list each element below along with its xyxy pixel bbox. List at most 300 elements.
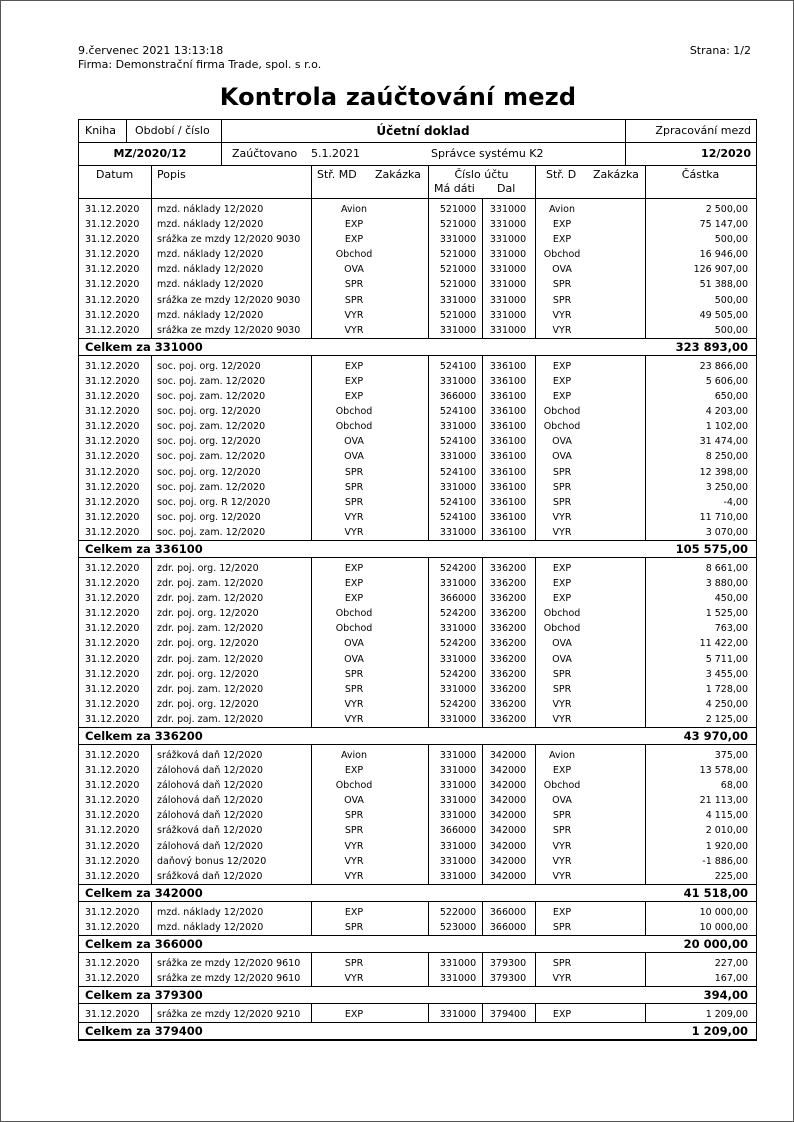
row-popis: zdr. poj. zam. 12/2020	[157, 623, 264, 635]
row-dal: 331000	[489, 249, 527, 261]
account-group	[79, 745, 756, 902]
group-total-label: Celkem za 379300	[85, 988, 203, 1003]
row-popis: srážková daň 12/2020	[157, 870, 263, 882]
row-str-d: VYR	[552, 855, 572, 867]
spravce: Správce systému K2	[431, 147, 544, 160]
row-dal: 336100	[489, 481, 527, 493]
row-ma-dati: 331000	[439, 1009, 477, 1021]
row-str-d: EXP	[552, 562, 572, 574]
row-datum: 31.12.2020	[85, 906, 140, 918]
row-ma-dati: 331000	[439, 958, 477, 970]
row-dal: 336100	[489, 526, 527, 538]
row-castka: 450,00	[714, 593, 748, 605]
row-ma-dati: 331000	[439, 623, 477, 635]
row-castka: 2 500,00	[705, 204, 748, 215]
row-str-d: Obchod	[543, 780, 581, 792]
row-ma-dati: 331000	[439, 234, 477, 246]
table-row	[79, 262, 756, 277]
col-popis: Popis	[157, 168, 186, 181]
row-popis: mzd. náklady 12/2020	[157, 309, 264, 321]
row-castka: 11 422,00	[699, 638, 748, 650]
row-popis: zdr. poj. zam. 12/2020	[157, 593, 264, 605]
row-popis: srážka ze mzdy 12/2020 9210	[157, 1009, 301, 1021]
row-str-d: OVA	[552, 451, 572, 463]
row-str-md: SPR	[344, 668, 364, 680]
zpracovani-label: Zpracování mezd	[655, 124, 751, 137]
row-dal: 379400	[489, 1009, 527, 1021]
row-popis: mzd. náklady 12/2020	[157, 264, 264, 276]
row-castka: 500,00	[714, 234, 748, 246]
group-rows	[79, 1004, 756, 1022]
row-str-md: Avion	[340, 750, 368, 761]
row-ma-dati: 331000	[439, 795, 477, 807]
table-row	[79, 971, 756, 986]
row-str-md: EXP	[344, 391, 364, 403]
table-row	[79, 606, 756, 621]
row-datum: 31.12.2020	[85, 309, 140, 321]
row-popis: daňový bonus 12/2020	[157, 855, 267, 867]
row-castka: 2 125,00	[705, 713, 748, 725]
row-ma-dati: 524200	[439, 698, 477, 710]
row-str-d: SPR	[552, 683, 572, 695]
row-datum: 31.12.2020	[85, 219, 140, 231]
row-castka: 2 010,00	[705, 825, 748, 837]
row-datum: 31.12.2020	[85, 593, 140, 605]
row-popis: zálohová daň 12/2020	[157, 795, 263, 807]
row-datum: 31.12.2020	[85, 795, 140, 807]
row-str-d: OVA	[552, 436, 572, 448]
row-popis: srážka ze mzdy 12/2020 9610	[157, 973, 301, 985]
col-cislo-uctu: Číslo účtu	[454, 168, 509, 181]
group-rows	[79, 745, 756, 884]
row-ma-dati: 524200	[439, 562, 477, 574]
row-str-d: Obchod	[543, 421, 581, 433]
row-dal: 331000	[489, 264, 527, 276]
row-str-md: VYR	[344, 840, 364, 852]
row-popis: soc. poj. org. 12/2020	[157, 406, 261, 418]
table-row	[79, 480, 756, 495]
row-castka: 1 102,00	[705, 421, 748, 433]
page-number: Strana: 1/2	[689, 44, 751, 57]
table-row	[79, 232, 756, 247]
row-str-md: SPR	[344, 921, 364, 933]
row-datum: 31.12.2020	[85, 466, 140, 478]
row-datum: 31.12.2020	[85, 750, 140, 761]
row-str-md: EXP	[344, 578, 364, 590]
row-castka: 1 920,00	[705, 840, 748, 852]
row-datum: 31.12.2020	[85, 855, 140, 867]
row-datum: 31.12.2020	[85, 698, 140, 710]
table-row	[79, 778, 756, 793]
table-row	[79, 308, 756, 323]
row-castka: 49 505,00	[699, 309, 748, 321]
row-ma-dati: 521000	[439, 249, 477, 261]
row-str-md: Obchod	[335, 780, 373, 792]
row-str-d: EXP	[552, 375, 572, 387]
row-str-md: OVA	[344, 436, 364, 448]
row-str-md: VYR	[344, 511, 364, 523]
row-dal: 331000	[489, 309, 527, 321]
row-castka: 225,00	[714, 870, 748, 882]
row-dal: 336100	[489, 360, 527, 372]
firm-name: Firma: Demonstrační firma Trade, spol. s r.o.	[78, 58, 322, 71]
row-str-d: VYR	[552, 713, 572, 725]
row-str-md: SPR	[344, 825, 364, 837]
row-str-d: EXP	[552, 219, 572, 231]
row-ma-dati: 331000	[439, 375, 477, 387]
row-castka: 500,00	[714, 294, 748, 306]
row-str-d: EXP	[552, 906, 572, 918]
row-dal: 342000	[489, 855, 527, 867]
row-ma-dati: 331000	[439, 578, 477, 590]
row-castka: 1 209,00	[705, 1009, 748, 1021]
row-dal: 342000	[489, 795, 527, 807]
row-popis: zdr. poj. org. 12/2020	[157, 562, 259, 574]
group-total-row	[79, 884, 756, 902]
row-datum: 31.12.2020	[85, 870, 140, 882]
row-str-md: SPR	[344, 466, 364, 478]
group-rows	[79, 558, 756, 727]
table-row	[79, 956, 756, 971]
group-rows	[79, 902, 756, 935]
row-str-md: Obchod	[335, 608, 373, 620]
row-datum: 31.12.2020	[85, 973, 140, 985]
table-row	[79, 652, 756, 667]
table-row	[79, 905, 756, 920]
row-ma-dati: 524100	[439, 436, 477, 448]
group-total-row	[79, 338, 756, 356]
row-popis: zdr. poj. zam. 12/2020	[157, 713, 264, 725]
row-str-d: EXP	[552, 578, 572, 590]
row-castka: 3 250,00	[705, 481, 748, 493]
row-popis: mzd. náklady 12/2020	[157, 204, 264, 215]
row-dal: 336100	[489, 451, 527, 463]
row-popis: soc. poj. zam. 12/2020	[157, 451, 266, 463]
table-row	[79, 510, 756, 525]
column-header-row	[79, 166, 756, 199]
row-ma-dati: 524200	[439, 668, 477, 680]
row-dal: 336100	[489, 375, 527, 387]
row-popis: soc. poj. zam. 12/2020	[157, 421, 266, 433]
row-datum: 31.12.2020	[85, 375, 140, 387]
row-castka: 5 606,00	[705, 375, 748, 387]
row-str-md: EXP	[344, 360, 364, 372]
table-row	[79, 667, 756, 682]
row-dal: 331000	[489, 324, 527, 336]
row-datum: 31.12.2020	[85, 481, 140, 493]
row-str-d: EXP	[552, 593, 572, 605]
row-ma-dati: 524100	[439, 406, 477, 418]
row-str-md: EXP	[344, 1009, 364, 1021]
row-dal: 366000	[489, 921, 527, 933]
row-str-d: VYR	[552, 698, 572, 710]
row-str-md: SPR	[344, 481, 364, 493]
row-str-md: EXP	[344, 593, 364, 605]
account-group	[79, 953, 756, 1004]
row-dal: 336200	[489, 698, 527, 710]
row-castka: 4 203,00	[705, 406, 748, 418]
row-dal: 336200	[489, 593, 527, 605]
table-row	[79, 621, 756, 636]
row-str-d: OVA	[552, 264, 572, 276]
row-popis: srážková daň 12/2020	[157, 825, 263, 837]
table-row	[79, 359, 756, 374]
row-dal: 379300	[489, 973, 527, 985]
row-datum: 31.12.2020	[85, 204, 140, 215]
row-ma-dati: 331000	[439, 750, 477, 761]
row-dal: 336100	[489, 391, 527, 403]
row-datum: 31.12.2020	[85, 511, 140, 523]
row-castka: 13 578,00	[699, 765, 748, 777]
row-str-d: VYR	[552, 511, 572, 523]
row-str-d: EXP	[552, 765, 572, 777]
row-castka: 8 661,00	[705, 562, 748, 574]
row-dal: 336200	[489, 623, 527, 635]
row-dal: 336100	[489, 496, 527, 508]
group-total-label: Celkem za 331000	[85, 339, 203, 354]
row-str-md: OVA	[344, 264, 364, 276]
account-group	[79, 902, 756, 953]
row-str-md: OVA	[344, 638, 364, 650]
table-row	[79, 404, 756, 419]
row-ma-dati: 331000	[439, 653, 477, 665]
group-rows	[79, 199, 756, 338]
row-str-md: Avion	[340, 204, 368, 215]
group-total-value: 41 518,00	[683, 885, 748, 900]
row-castka: 5 711,00	[705, 653, 748, 665]
row-castka: 650,00	[714, 391, 748, 403]
row-popis: zdr. poj. org. 12/2020	[157, 698, 259, 710]
row-str-d: Obchod	[543, 608, 581, 620]
row-popis: srážka ze mzdy 12/2020 9030	[157, 234, 301, 246]
col-castka: Částka	[681, 168, 720, 181]
col-dal: Dal	[497, 182, 516, 195]
row-str-d: EXP	[552, 391, 572, 403]
doc-header-row	[79, 120, 756, 143]
row-castka: 16 946,00	[699, 249, 748, 261]
row-castka: 31 474,00	[699, 436, 748, 448]
row-popis: srážková daň 12/2020	[157, 750, 263, 761]
zpracovani-value: 12/2020	[701, 147, 751, 160]
group-total-row	[79, 1022, 756, 1040]
group-total-label: Celkem za 379400	[85, 1024, 203, 1039]
row-dal: 331000	[489, 204, 527, 215]
row-str-md: SPR	[344, 496, 364, 508]
row-ma-dati: 331000	[439, 973, 477, 985]
col-zakazka-d: Zakázka	[593, 168, 639, 181]
group-total-value: 323 893,00	[675, 339, 748, 354]
row-dal: 342000	[489, 870, 527, 882]
table-row	[79, 697, 756, 712]
row-datum: 31.12.2020	[85, 780, 140, 792]
row-datum: 31.12.2020	[85, 668, 140, 680]
row-dal: 342000	[489, 765, 527, 777]
row-str-md: EXP	[344, 562, 364, 574]
table-row	[79, 869, 756, 884]
row-ma-dati: 331000	[439, 526, 477, 538]
row-str-md: VYR	[344, 526, 364, 538]
row-dal: 336200	[489, 668, 527, 680]
row-dal: 336100	[489, 406, 527, 418]
row-datum: 31.12.2020	[85, 713, 140, 725]
row-castka: 126 907,00	[693, 264, 748, 276]
table-row	[79, 920, 756, 935]
doklad-cislo: MZ/2020/12	[113, 147, 187, 160]
col-ma-dati: Má dáti	[434, 182, 475, 195]
row-str-d: Avion	[548, 204, 576, 215]
row-datum: 31.12.2020	[85, 921, 140, 933]
row-str-md: SPR	[344, 958, 364, 970]
row-datum: 31.12.2020	[85, 683, 140, 695]
row-datum: 31.12.2020	[85, 638, 140, 650]
row-str-md: VYR	[344, 855, 364, 867]
row-datum: 31.12.2020	[85, 294, 140, 306]
row-popis: mzd. náklady 12/2020	[157, 921, 264, 933]
row-popis: zdr. poj. org. 12/2020	[157, 668, 259, 680]
row-datum: 31.12.2020	[85, 436, 140, 448]
row-ma-dati: 524100	[439, 466, 477, 478]
row-dal: 342000	[489, 825, 527, 837]
group-total-row	[79, 935, 756, 953]
table-row	[79, 591, 756, 606]
col-zakazka-md: Zakázka	[375, 168, 421, 181]
row-castka: 23 866,00	[699, 360, 748, 372]
row-castka: 227,00	[714, 958, 748, 970]
table-row	[79, 823, 756, 838]
table-row	[79, 763, 756, 778]
table-row	[79, 839, 756, 854]
kniha-label: Kniha	[85, 124, 116, 137]
row-str-d: SPR	[552, 294, 572, 306]
row-datum: 31.12.2020	[85, 765, 140, 777]
row-popis: mzd. náklady 12/2020	[157, 279, 264, 291]
row-popis: zdr. poj. org. 12/2020	[157, 638, 259, 650]
row-str-d: SPR	[552, 958, 572, 970]
table-row	[79, 793, 756, 808]
row-datum: 31.12.2020	[85, 958, 140, 970]
row-str-d: SPR	[552, 921, 572, 933]
table-row	[79, 525, 756, 540]
row-popis: srážka ze mzdy 12/2020 9610	[157, 958, 301, 970]
row-str-md: SPR	[344, 279, 364, 291]
row-castka: 3 070,00	[705, 526, 748, 538]
row-popis: zálohová daň 12/2020	[157, 765, 263, 777]
col-datum: Datum	[96, 168, 134, 181]
zauctovano-date: 5.1.2021	[311, 147, 360, 160]
account-group	[79, 558, 756, 745]
table-row	[79, 465, 756, 480]
row-str-d: SPR	[552, 279, 572, 291]
row-castka: 3 455,00	[705, 668, 748, 680]
row-str-d: OVA	[552, 638, 572, 650]
table-row	[79, 293, 756, 308]
row-ma-dati: 522000	[439, 906, 477, 918]
row-dal: 336100	[489, 466, 527, 478]
row-dal: 336200	[489, 638, 527, 650]
row-ma-dati: 331000	[439, 870, 477, 882]
row-str-md: OVA	[344, 795, 364, 807]
row-popis: zdr. poj. zam. 12/2020	[157, 683, 264, 695]
row-str-d: Obchod	[543, 406, 581, 418]
row-datum: 31.12.2020	[85, 391, 140, 403]
row-popis: mzd. náklady 12/2020	[157, 249, 264, 261]
row-dal: 331000	[489, 234, 527, 246]
row-ma-dati: 524100	[439, 511, 477, 523]
row-str-md: Obchod	[335, 406, 373, 418]
row-datum: 31.12.2020	[85, 421, 140, 433]
row-datum: 31.12.2020	[85, 1009, 140, 1021]
row-str-md: VYR	[344, 698, 364, 710]
row-str-d: VYR	[552, 973, 572, 985]
row-datum: 31.12.2020	[85, 324, 140, 336]
row-popis: soc. poj. org. 12/2020	[157, 511, 261, 523]
table-row	[79, 374, 756, 389]
row-str-md: EXP	[344, 234, 364, 246]
row-str-md: Obchod	[335, 249, 373, 261]
row-dal: 336200	[489, 562, 527, 574]
table-row	[79, 682, 756, 697]
row-str-d: SPR	[552, 481, 572, 493]
table-row	[79, 495, 756, 510]
row-str-d: VYR	[552, 309, 572, 321]
row-datum: 31.12.2020	[85, 249, 140, 261]
row-popis: soc. poj. org. 12/2020	[157, 360, 261, 372]
row-ma-dati: 331000	[439, 855, 477, 867]
row-dal: 336100	[489, 511, 527, 523]
row-dal: 331000	[489, 279, 527, 291]
row-ma-dati: 331000	[439, 481, 477, 493]
row-str-d: VYR	[552, 840, 572, 852]
row-ma-dati: 524200	[439, 638, 477, 650]
row-ma-dati: 331000	[439, 451, 477, 463]
row-str-d: EXP	[552, 234, 572, 246]
row-castka: 1 525,00	[705, 608, 748, 620]
row-castka: 10 000,00	[699, 921, 748, 933]
row-ma-dati: 331000	[439, 780, 477, 792]
groups-container	[79, 199, 756, 1040]
row-str-d: VYR	[552, 324, 572, 336]
row-castka: 51 388,00	[699, 279, 748, 291]
row-dal: 331000	[489, 219, 527, 231]
report-table	[78, 119, 757, 1041]
row-dal: 342000	[489, 810, 527, 822]
row-str-md: SPR	[344, 810, 364, 822]
row-castka: 167,00	[714, 973, 748, 985]
row-str-d: Obchod	[543, 249, 581, 261]
table-row	[79, 449, 756, 464]
row-castka: 763,00	[714, 623, 748, 635]
row-ma-dati: 331000	[439, 765, 477, 777]
row-dal: 342000	[489, 840, 527, 852]
row-popis: soc. poj. zam. 12/2020	[157, 481, 266, 493]
row-dal: 379300	[489, 958, 527, 970]
table-row	[79, 636, 756, 651]
row-datum: 31.12.2020	[85, 279, 140, 291]
row-ma-dati: 331000	[439, 810, 477, 822]
row-dal: 336200	[489, 608, 527, 620]
row-ma-dati: 524100	[439, 360, 477, 372]
row-popis: zálohová daň 12/2020	[157, 780, 263, 792]
row-dal: 336200	[489, 578, 527, 590]
group-total-value: 1 209,00	[691, 1024, 748, 1039]
row-castka: 3 880,00	[705, 578, 748, 590]
row-dal: 342000	[489, 750, 527, 761]
row-popis: soc. poj. org. 12/2020	[157, 466, 261, 478]
row-str-md: VYR	[344, 973, 364, 985]
row-str-d: OVA	[552, 653, 572, 665]
row-str-d: Avion	[548, 750, 576, 761]
row-ma-dati: 521000	[439, 264, 477, 276]
